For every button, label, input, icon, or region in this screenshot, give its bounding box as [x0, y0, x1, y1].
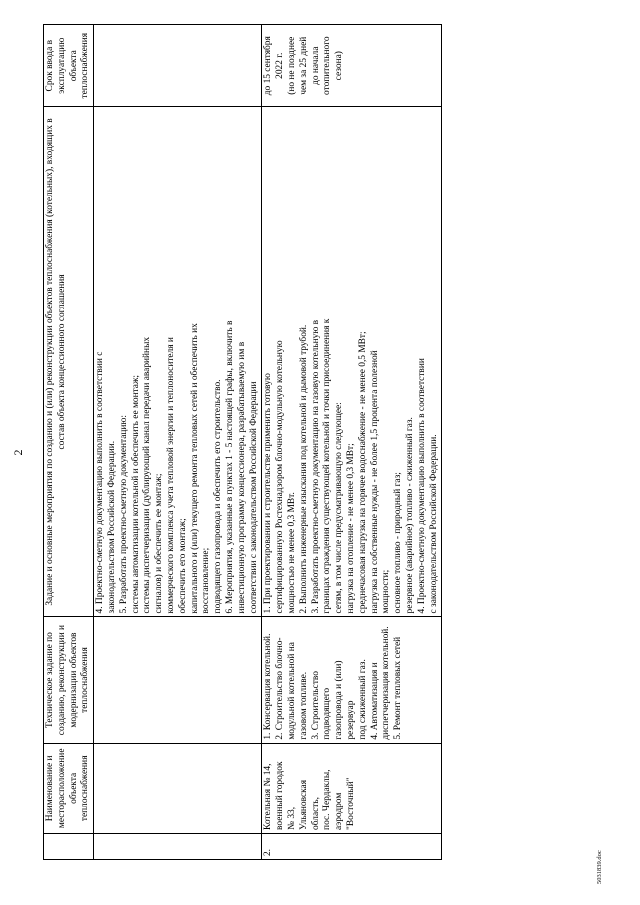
header-date: Срок ввода в эксплуатацию объекта теплоснабжения — [44, 25, 94, 107]
cell-empty — [94, 743, 262, 833]
text-line: отопительного — [322, 36, 333, 95]
text-line: системы автоматизации котельной и обеспечить ее монтаж; — [130, 374, 141, 614]
header-work: Задание и основные мероприятия по созданию и (или) реконструкции объектов теплоснабжения (котельных), входящих в состав объекта концессионного соглашения — [44, 107, 94, 617]
text-line: 2. Строительство блочно- — [275, 637, 286, 740]
text-line: инвестиционную программу концессионера, разрабатываемую им в — [236, 341, 247, 614]
table-row — [262, 25, 442, 860]
text-line: под сжиженный газ. — [357, 659, 368, 740]
text-line: 2. Выполнить инженерные изыскания под котельной и дымовой трубой. — [298, 324, 309, 614]
cell-object-name — [262, 743, 442, 833]
header-number — [44, 833, 94, 859]
text-line: восстановление; — [201, 547, 212, 614]
text-line: модульной котельной на — [286, 642, 297, 740]
text-line: газовом топливе. — [298, 671, 309, 740]
text-line: газопровода и (или) резервуар — [334, 660, 356, 740]
text-line: 4. Проектно-сметную документацию выполнить в соответствии с — [95, 351, 106, 614]
text-line: диспетчеризация котельной. — [381, 626, 392, 740]
text-line: нагрузка на отопление - не менее 0,3 МВт; — [345, 443, 356, 614]
text-line: законодательством Российской Федерации. — [106, 440, 117, 614]
text-line: соответствии с законодательством Российской Федерации — [248, 381, 259, 614]
text-line: 2022 г. — [275, 52, 286, 79]
text-line: 3. Строительство подводящего — [310, 671, 333, 740]
header-name: Наименование и месторасположение объекта теплоснабжения — [44, 743, 94, 833]
cell-empty — [94, 833, 262, 859]
text-line: Котельная № 14, — [263, 763, 274, 830]
text-line: пос. Чердаклы, — [322, 769, 333, 830]
text-line: нагрузка на собственные нужды - не более 1,5 процента полезной — [369, 350, 380, 614]
cell-continuation-work — [94, 107, 262, 617]
text-line: область, — [310, 796, 321, 830]
text-line: аэродром — [334, 792, 345, 830]
text-line: резервное (аварийное) топливо - сжиженный газ. — [404, 417, 415, 614]
row-number: 2. — [262, 833, 442, 859]
text-line: военный городок — [275, 761, 286, 830]
table-row-continuation — [94, 25, 262, 860]
text-line: среднечасовая нагрузка на горячее водоснабжение - не менее 0,5 МВт; — [357, 331, 368, 614]
text-line: капитального и (или) текущего ремонта тепловых сетей и обеспечить их — [189, 323, 200, 614]
text-line: сезона) — [334, 51, 345, 81]
footer-file-code: 5031839.doc — [596, 850, 603, 884]
text-line: 6. Мероприятия, указанные в пунктах 1 - 5 настоящей графы, включить в — [224, 320, 235, 614]
text-line: до начала — [310, 46, 321, 85]
text-line: 3. Разработать проектно-сметную документацию на газовую котельную в — [310, 319, 321, 614]
text-line: сигналов) и обеспечить ее монтаж; — [154, 473, 165, 614]
text-line: № 33, — [286, 806, 297, 830]
text-line: (но не позднее — [286, 36, 297, 95]
text-line: основное топливо - природный газ; — [393, 472, 404, 614]
header-task: Техническое задание по созданию, реконструкции и модернизации объектов теплоснабжения — [44, 617, 94, 743]
text-line: 4. Автоматизация и — [369, 662, 380, 740]
text-line: сетям, в том числе предусматривающую следующее: — [334, 402, 345, 614]
text-line: коммерческого комплекса учета тепловой энергии и теплоносителя и — [165, 337, 176, 614]
text-line: 5. Ремонт тепловых сетей — [393, 636, 404, 740]
cell-empty — [94, 25, 262, 107]
text-line: системы диспетчеризации (дублирующий канал передачи аварийных — [142, 336, 153, 614]
text-line: Ульяновская — [298, 779, 309, 830]
cell-empty — [94, 617, 262, 743]
table-header-row — [44, 25, 94, 860]
text-line: сертифицированную Ростехнадзором блочно-модульную котельную — [275, 340, 286, 614]
text-line: границах ограждения существующей котельной и точки присоединения к — [322, 318, 333, 614]
text-line: 1. При проектировании и строительстве применить готовую — [263, 373, 274, 614]
text-line: с законодательством Российской Федерации. — [428, 434, 439, 614]
cell-technical-task — [262, 617, 442, 743]
text-line: 4. Проектно-сметную документацию выполнить в соответствии — [416, 358, 427, 614]
text-line: чем за 25 дней — [298, 36, 309, 95]
cell-commissioning-date — [262, 25, 442, 107]
concession-table — [43, 24, 442, 860]
text-line: 5. Разработать проектно-сметную документацию: — [118, 414, 129, 614]
text-line: 1. Консервация котельной. — [263, 633, 274, 740]
text-line: "Восточный" — [345, 777, 356, 830]
page-number: 2 — [11, 449, 25, 456]
text-line: до 15 сентября — [263, 36, 274, 96]
cell-measures — [262, 107, 442, 617]
text-line: обеспечить его монтаж; — [177, 518, 188, 614]
text-line: подводящего газопровода и обеспечить его строительство. — [213, 379, 224, 614]
text-line: мощностью не менее 0,3 МВт. — [286, 492, 297, 614]
text-line: мощности; — [381, 569, 392, 614]
